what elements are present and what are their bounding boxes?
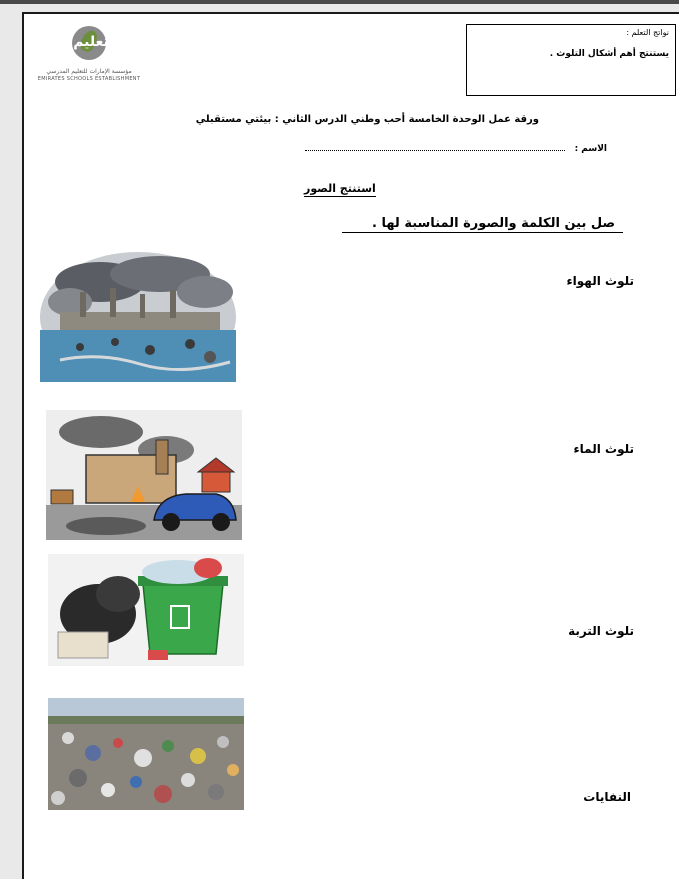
worksheet-heading: ورقة عمل الوحدة الخامسة أحب وطني الدرس الثاني : بيئتي مستقبلي (195, 114, 539, 125)
name-row (305, 142, 607, 154)
outcomes-title: نواتج التعلم : (626, 28, 669, 37)
picture-factory-car-smoke (46, 410, 242, 540)
term-waste: النفايات (583, 790, 631, 804)
school-logo (34, 24, 144, 86)
picture-industrial-pollution (40, 252, 236, 382)
worksheet-page (22, 12, 679, 879)
term-air-pollution: تلوث الهواء (566, 274, 634, 288)
logo-arabic-name: مؤسسة الإمارات للتعليم المدرسي (46, 68, 132, 75)
outcomes-text: يستنتج أهم أشكال التلوث . (549, 49, 669, 59)
task-instruction: صل بين الكلمة والصورة المناسبة لها . (342, 216, 623, 233)
logo-word: تعليم (73, 34, 109, 50)
term-water-pollution: تلوث الماء (573, 442, 634, 456)
picture-trash-bin (48, 554, 244, 666)
picture-landfill (48, 698, 244, 810)
term-soil-pollution: تلوث التربة (568, 624, 634, 638)
name-field[interactable] (305, 142, 565, 151)
name-label: الاسم : (574, 144, 607, 154)
learning-outcomes-box (466, 24, 676, 96)
logo-english-name: EMIRATES SCHOOLS ESTABLISHMENT (37, 76, 141, 82)
task-subtitle: استنتج الصور (304, 182, 376, 195)
top-border (0, 0, 679, 4)
